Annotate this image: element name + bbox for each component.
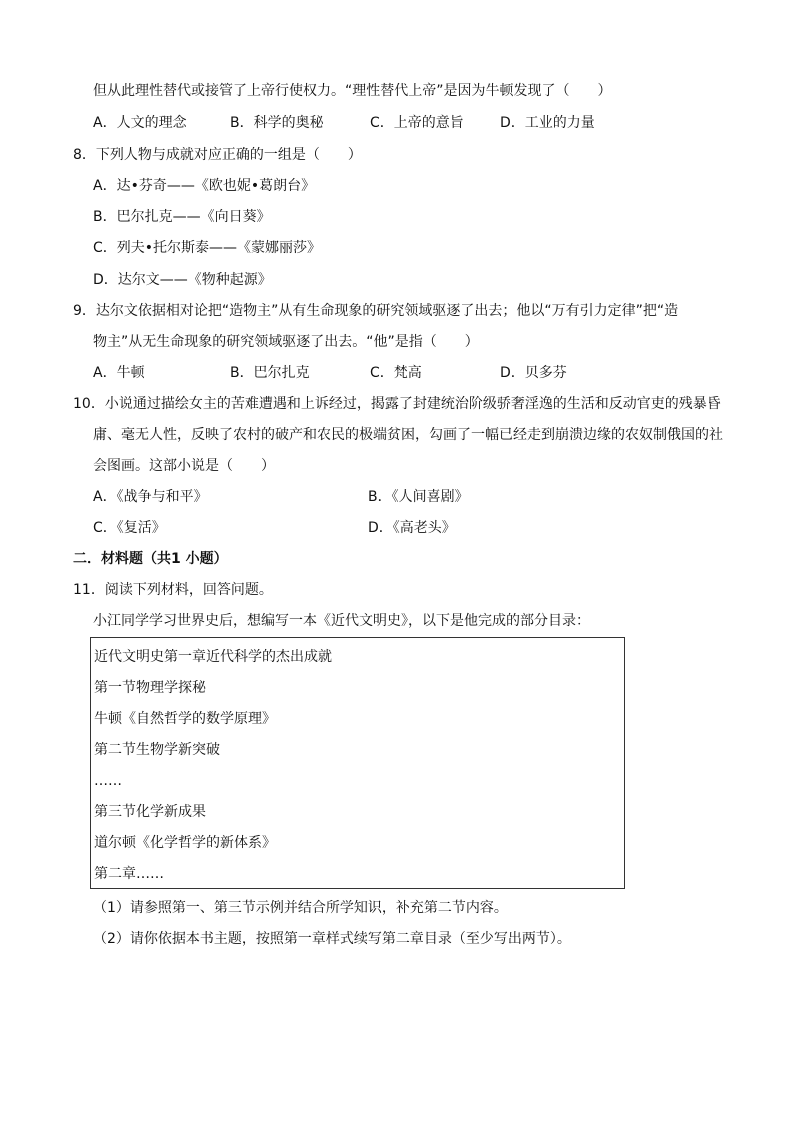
q10-stem-line3: 会图画。这部小说是（ ） — [93, 458, 275, 474]
q8-option-b: B．巴尔扎克——《向日葵》 — [93, 209, 271, 225]
q7-option-b: B．科学的奥秘 — [230, 115, 324, 131]
q9-stem-line2: 物主”从无生命现象的研究领域驱逐了出去。“他”是指（ ） — [93, 334, 479, 350]
q9-option-d: D．贝多芬 — [500, 365, 567, 381]
q10-option-c: C．《复活》 — [93, 520, 166, 536]
section-title: 二．材料题（共1 小题） — [73, 551, 228, 567]
q7-stem-continuation: 但从此理性替代或接管了上帝行使权力。“理性替代上帝”是因为牛顿发现了（ ） — [93, 83, 612, 99]
toc-line: 牛顿《自然哲学的数学原理》 — [94, 711, 276, 727]
q11-stem: 11．阅读下列材料，回答问题。 — [73, 582, 273, 598]
q11-intro: 小江同学学习世界史后，想编写一本《近代文明史》，以下是他完成的部分目录： — [93, 613, 590, 629]
q8-option-d: D．达尔文——《物种起源》 — [93, 272, 272, 288]
q9-option-a: A．牛顿 — [93, 365, 145, 381]
q8-option-c: C．列夫•托尔斯泰——《蒙娜丽莎》 — [93, 240, 322, 256]
q8-stem: 8．下列人物与成就对应正确的一组是（ ） — [73, 147, 362, 163]
q7-option-a: A．人文的理念 — [93, 115, 187, 131]
q10-stem-line2: 庸、毫无人性，反映了农村的破产和农民的极端贫困，勾画了一幅已经走到崩溃边缘的农奴制俄国的社 — [93, 427, 723, 443]
q10-option-d: D．《高老头》 — [368, 520, 456, 536]
toc-line: 第二章…… — [94, 866, 164, 882]
q9-option-b: B．巴尔扎克 — [230, 365, 310, 381]
toc-line: 第二节生物学新突破 — [94, 742, 220, 758]
toc-line: 第一节物理学探秘 — [94, 680, 206, 696]
toc-line: 第三节化学新成果 — [94, 804, 206, 820]
q11-subquestion-1: （1）请参照第一、第三节示例并结合所学知识，补充第二节内容。 — [93, 900, 508, 916]
q9-option-c: C．梵高 — [370, 365, 422, 381]
q7-option-c: C．上帝的意旨 — [370, 115, 464, 131]
q10-option-a: A．《战争与和平》 — [93, 489, 208, 505]
toc-line: 道尔顿《化学哲学的新体系》 — [94, 835, 276, 851]
q9-stem-line1: 9．达尔文依据相对论把“造物主”从有生命现象的研究领域驱逐了出去；他以“万有引力定律”把“造 — [73, 303, 679, 319]
toc-line: …… — [94, 773, 122, 789]
q8-option-a: A．达•芬奇——《欧也妮•葛朗台》 — [93, 178, 316, 194]
q7-option-d: D．工业的力量 — [500, 115, 595, 131]
q10-option-b: B．《人间喜剧》 — [368, 489, 469, 505]
table-of-contents-box — [90, 637, 625, 889]
toc-line: 近代文明史第一章近代科学的杰出成就 — [94, 649, 332, 665]
q10-stem-line1: 10．小说通过描绘女主的苦难遭遇和上诉经过，揭露了封建统治阶级骄奢淫逸的生活和反动官吏的残暴昏 — [73, 396, 721, 412]
q11-subquestion-2: （2）请你依据本书主题，按照第一章样式续写第二章目录（至少写出两节）。 — [93, 931, 571, 947]
